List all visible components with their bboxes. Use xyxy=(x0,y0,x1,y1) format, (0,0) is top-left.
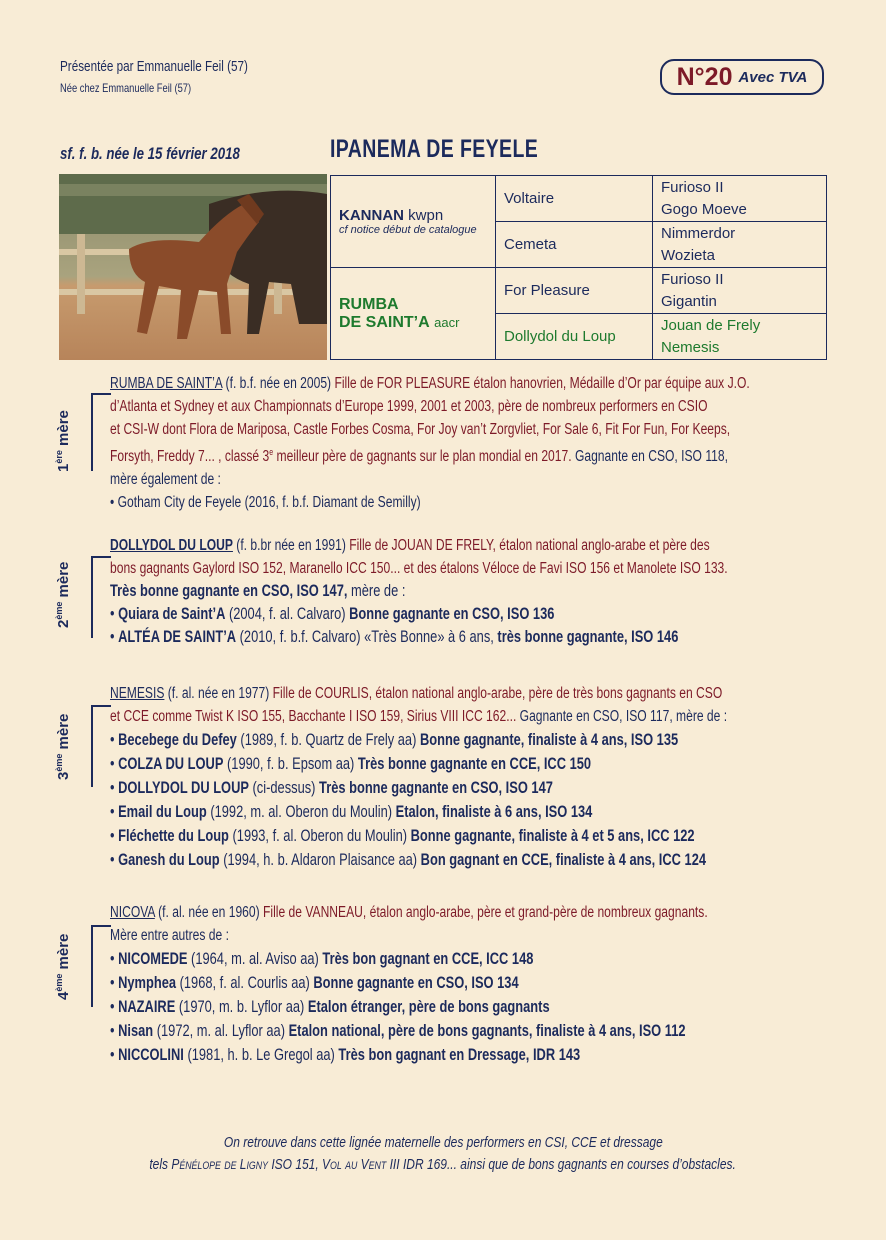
pedigree-ss-parents: Furioso II Gogo Moeve xyxy=(653,176,827,222)
pedigree-dd-parents: Jouan de Frely Nemesis xyxy=(653,314,827,360)
first-dam-progeny-1: • Gotham City de Feyele (2016, f. b.f. Diamant de Semilly) xyxy=(110,494,421,512)
second-dam-bracket xyxy=(91,556,111,638)
pedigree-dam: RUMBA DE SAINT’A aacr xyxy=(331,268,496,360)
fourth-dam-progeny-3: • NAZAIRE (1970, m. b. Lyflor aa) Etalon étranger, père de bons gagnants xyxy=(110,998,550,1016)
first-dam-bracket xyxy=(91,393,111,471)
second-dam-progeny-1: • Quiara de Saint’A (2004, f. al. Calvaro) Bonne gagnante en CSO, ISO 136 xyxy=(110,605,555,623)
fourth-dam-progeny-2: • Nymphea (1968, f. al. Courlis aa) Bonne gagnante en CSO, ISO 134 xyxy=(110,974,519,992)
first-dam-section: RUMBA DE SAINT’A (f. b.f. née en 2005) Fille de FOR PLEASURE étalon hanovrien, Médaille d’Or par équipe aux J.O. d’Atlanta et Sydney et aux Championnats d’Europe 1999, 2001 et 2003, père de nombreux performers en CSIO et CSI-W dont Flora de Mariposa, Castle Forbes Cosma, For Joy van’t Zorgvliet, For Sale 6, Fit For Fun, For Keeps, Forsyth, Freddy 7... , classé 3e meilleur père de gagnants sur le plan mondial en 2017. Gagnante en CSO, ISO 118, mère également de : • Gotham City de Feyele (2016, f. b.f. Diamant de Semilly) xyxy=(110,372,830,514)
fourth-dam-progeny-5: • NICCOLINI (1981, h. b. Le Gregol aa) Très bon gagnant en Dressage, IDR 143 xyxy=(110,1046,581,1064)
pedigree-sire-sire: Voltaire xyxy=(496,176,653,222)
pedigree-sire: KANNAN kwpn cf notice début de catalogue xyxy=(331,176,496,268)
third-dam-label: 3ème mère xyxy=(54,713,72,780)
footer-note: On retrouve dans cette lignée maternelle des performers en CSI, CCE et dressage tels Pénélope de Ligny ISO 151, Vol au Vent III IDR 169... ainsi que de bons gagnants en courses d’obstacles. xyxy=(149,1134,737,1173)
fourth-dam-section: NICOVA (f. al. née en 1960) Fille de VANNEAU, étalon anglo-arabe, père et grand-père de nombreux gagnants. Mère entre autres de : • NICOMEDE (1964, m. al. Aviso aa) Très bon gagnant en CCE, ICC 148 • Nymphea (1968, f. al. Courlis aa) Bonne gagnante en CSO, ISO 134 • NAZAIRE (1970, m. b. Lyflor aa) Etalon étranger, père de bons gagnants • Nisan (1972, m. al. Lyflor aa) Etalon national, père de bons gagnants, finaliste à 4 ans, ISO 112 • NICCOLINI (1981, h. b. Le Gregol aa) Très bon gagnant en Dressage, IDR 143 xyxy=(110,901,830,1067)
third-dam-progeny-1: • Becebege du Defey (1989, f. b. Quartz de Frely aa) Bonne gagnante, finaliste à 4 ans, ISO 135 xyxy=(110,731,679,749)
horse-name: IPANEMA DE FEYELE xyxy=(330,135,539,163)
breeder-text: Née chez Emmanuelle Feil (57) xyxy=(60,81,192,95)
presenter-text: Présentée par Emmanuelle Feil (57) xyxy=(60,58,248,75)
pedigree-sire-dam: Cemeta xyxy=(496,222,653,268)
third-dam-section: NEMESIS (f. al. née en 1977) Fille de COURLIS, étalon national anglo-arabe, père de très bons gagnants en CSO et CCE comme Twist K ISO 155, Bacchante I ISO 159, Sirius VIII ICC 162... Gagnante en CSO, ISO 117, mère de : • Becebege du Defey (1989, f. b. Quartz de Frely aa) Bonne gagnante, finaliste à 4 ans, ISO 135 • COLZA DU LOUP (1990, f. b. Epsom aa) Très bonne gagnante en CCE, ICC 150 • DOLLYDOL DU LOUP (ci-dessus) Très bonne gagnante en CSO, ISO 147 • Email du Loup (1992, m. al. Oberon du Moulin) Etalon, finaliste à 6 ans, ISO 134 • Fléchette du Loup (1993, f. al. Oberon du Moulin) Bonne gagnante, finaliste à 4 et 5 ans, ICC 122 • Ganesh du Loup (1994, h. b. Aldaron Plaisance aa) Bon gagnant en CCE, finaliste à 4 ans, ICC 124 xyxy=(110,682,830,872)
second-dam-name: DOLLYDOL DU LOUP xyxy=(110,537,233,554)
lot-number: N°20 xyxy=(676,62,733,91)
third-dam-progeny-5: • Fléchette du Loup (1993, f. al. Oberon du Moulin) Bonne gagnante, finaliste à 4 et 5 ans, ICC 122 xyxy=(110,827,695,845)
pedigree-table xyxy=(330,175,827,360)
fourth-dam-progeny-1: • NICOMEDE (1964, m. al. Aviso aa) Très bon gagnant en CCE, ICC 148 xyxy=(110,950,534,968)
third-dam-progeny-6: • Ganesh du Loup (1994, h. b. Aldaron Plaisance aa) Bon gagnant en CCE, finaliste à 4 ans, ICC 124 xyxy=(110,851,707,869)
third-dam-bracket xyxy=(91,705,111,787)
third-dam-progeny-4: • Email du Loup (1992, m. al. Oberon du Moulin) Etalon, finaliste à 6 ans, ISO 134 xyxy=(110,803,593,821)
lot-tva: Avec TVA xyxy=(738,68,808,86)
pedigree-ds-parents: Furioso II Gigantin xyxy=(653,268,827,314)
fourth-dam-progeny-4: • Nisan (1972, m. al. Lyflor aa) Etalon national, père de bons gagnants, finaliste à 4 ans, ISO 112 xyxy=(110,1022,686,1040)
fourth-dam-name: NICOVA xyxy=(110,904,155,921)
first-dam-name: RUMBA DE SAINT’A xyxy=(110,375,223,392)
pedigree-dam-sire: For Pleasure xyxy=(496,268,653,314)
fourth-dam-bracket xyxy=(91,925,111,1007)
first-dam-label: 1ère mère xyxy=(54,410,72,472)
fourth-dam-label: 4ème mère xyxy=(54,933,72,1000)
third-dam-progeny-3: • DOLLYDOL DU LOUP (ci-dessus) Très bonne gagnante en CSO, ISO 147 xyxy=(110,779,553,797)
second-dam-section: DOLLYDOL DU LOUP (f. b.br née en 1991) Fille de JOUAN DE FRELY, étalon national anglo-arabe et père des bons gagnants Gaylord ISO 152, Maranello ICC 150... et des étalons Véloce de Favi ISO 156 et Manolete ISO 133. Très bonne gagnante en CSO, ISO 147, mère de : • Quiara de Saint’A (2004, f. al. Calvaro) Bonne gagnante en CSO, ISO 136 • ALTÉA DE SAINT’A (2010, f. b.f. Calvaro) «Très Bonne» à 6 ans, très bonne gagnante, ISO 146 xyxy=(110,534,830,649)
second-dam-label: 2ème mère xyxy=(54,561,72,628)
horse-photo xyxy=(59,174,327,360)
third-dam-progeny-2: • COLZA DU LOUP (1990, f. b. Epsom aa) Très bonne gagnante en CCE, ICC 150 xyxy=(110,755,592,773)
third-dam-name: NEMESIS xyxy=(110,685,165,702)
second-dam-progeny-2: • ALTÉA DE SAINT’A (2010, f. b.f. Calvaro) «Très Bonne» à 6 ans, très bonne gagnante, ISO 146 xyxy=(110,628,679,646)
pedigree-dam-dam: Dollydol du Loup xyxy=(496,314,653,360)
pedigree-sd-parents: Nimmerdor Wozieta xyxy=(653,222,827,268)
horse-description: sf. f. b. née le 15 février 2018 xyxy=(60,144,240,163)
lot-number-badge xyxy=(660,59,824,95)
